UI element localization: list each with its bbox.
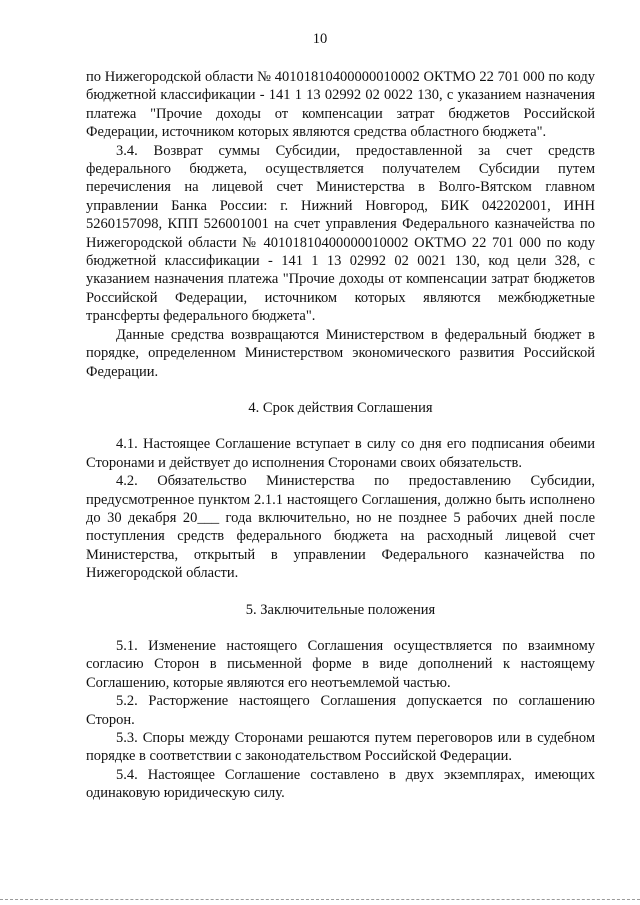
- paragraph-5-4: 5.4. Настоящее Соглашение составлено в двух экземплярах, имеющих одинаковую юридическую силу.: [86, 766, 595, 802]
- paragraph-5-1: 5.1. Изменение настоящего Соглашения осуществляется по взаимному согласию Сторон в письменной форме в виде дополнений к настоящему Соглашению, которые являются его неотъемлемой частью.: [86, 637, 595, 691]
- paragraph-5-3: 5.3. Споры между Сторонами решаются путем переговоров или в судебном порядке в соответствии с законодательством Российской Федерации.: [86, 730, 595, 765]
- scan-edge-line: [0, 899, 640, 900]
- spacer: [86, 619, 595, 637]
- spacer: [86, 381, 595, 399]
- paragraph-4-2: 4.2. Обязательство Министерства по предоставлению Субсидии, предусмотренное пунктом 2.1.1 настоящего Соглашения, должно быть исполнено до 30 декабря 20___ года включительно, но не позднее 5 рабочих дней после поступления средств федерального бюджета на расходный лицевой счет Министерства, открытый в управлении Федерального казначейства по Нижегородской области.: [86, 473, 595, 582]
- paragraph-5-2: 5.2. Расторжение настоящего Соглашения допускается по соглашению Сторон.: [86, 693, 595, 728]
- paragraph-4-1: 4.1. Настоящее Соглашение вступает в силу со дня его подписания обеими Сторонами и действует до исполнения Сторонами своих обязательств.: [86, 436, 595, 471]
- paragraph-continuation: по Нижегородской области № 40101810400000010002 ОКТМО 22 701 000 по коду бюджетной классификации - 141 1 13 02992 02 0022 130, с указанием назначения платежа "Прочие доходы от компенсации затрат бюджетов Российской Федерации, источником которых являются средства областного бюджета".: [86, 69, 595, 141]
- page-number: 10: [312, 31, 328, 47]
- spacer: [86, 583, 595, 601]
- paragraph-refund-note: Данные средства возвращаются Министерством в федеральный бюджет в порядке, определенном Министерством экономического развития Российской Федерации.: [86, 326, 595, 380]
- section-4-heading: 4. Срок действия Соглашения: [248, 399, 433, 416]
- paragraph-3-4: 3.4. Возврат суммы Субсидии, предоставленной за счет средств федерального бюджета, осуществляется получателем Субсидии путем перечисления на лицевой счет Министерства в Волго-Вятском главном управлении Банка России: г. Нижний Новгород, БИК 042202001, ИНН 5260157098, КПП 526001001 на счет управления Федерального казначейства по Нижегородской области № 40101810400000010002 ОКТМО 22 701 000 по коду бюджетной классификации - 141 1 13 02992 02 0021 130, код цели 328, с указанием назначения платежа "Прочие доходы от компенсации затрат бюджетов Российской Федерации, источником которых являются межбюджетные трансферты федерального бюджета".: [86, 142, 595, 325]
- spacer: [86, 417, 595, 435]
- document-body: [86, 68, 595, 803]
- section-5-heading: 5. Заключительные положения: [245, 601, 436, 618]
